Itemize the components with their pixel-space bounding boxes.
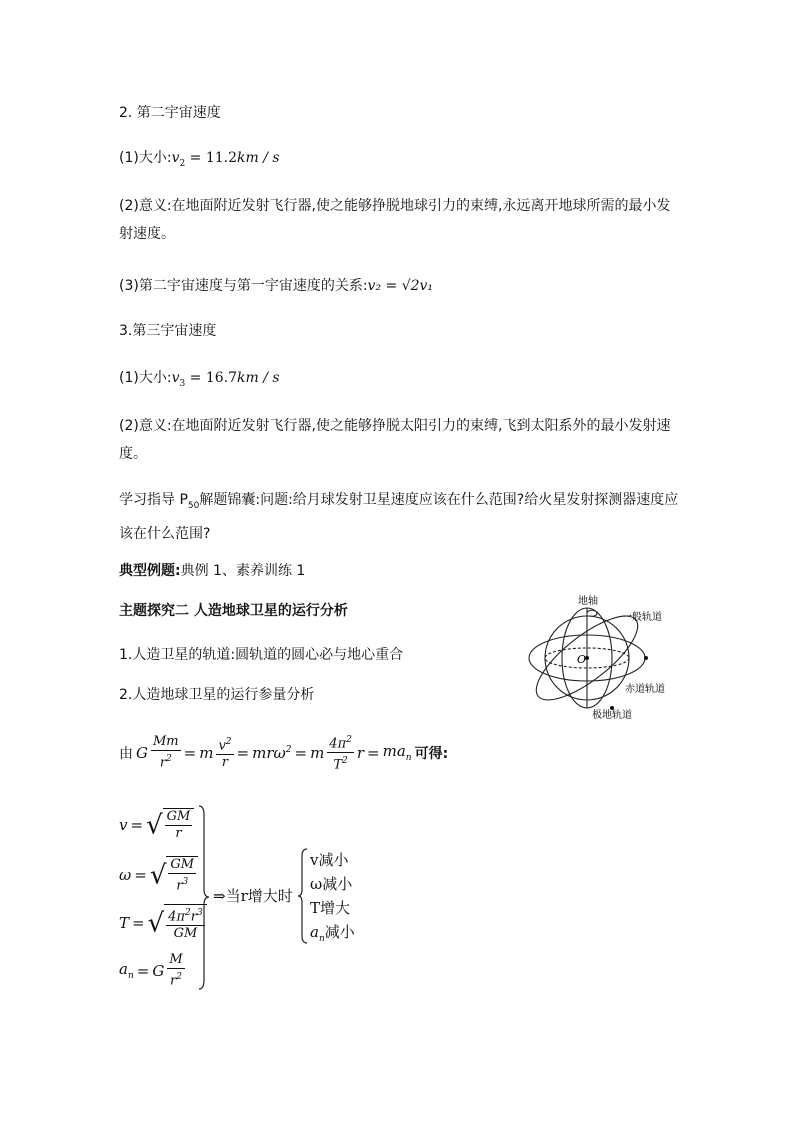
s3-meaning-label: (2)意义:	[119, 418, 172, 434]
general-orbit-label: 一般轨道	[622, 612, 662, 623]
result-an-sub: n	[318, 934, 325, 944]
typical-examples	[119, 561, 305, 581]
main-equation: 由 G $\frac{Mm}{r^2}$ = m $\frac{v^2}{r}$ = mrω$^2$ = m $\frac{4\pi^2}{T^2}$ r = $ma_n$ 可得:	[119, 732, 448, 774]
s3-meaning-text: 在地面附近发射飞行器,使之能够挣脱太阳引力的束缚,飞到太阳系外的最小发射速度。	[119, 418, 671, 462]
axis-label: 地轴	[578, 596, 598, 607]
topic2-heading: 主题探究二 人造地球卫星的运行分析	[119, 603, 348, 619]
guide-text: 解题锦囊:问题:给月球发射卫星速度应该在什么范围?给火星发射探测器速度应该在什么范围?	[119, 492, 679, 542]
s2-size-unit: km / s	[237, 150, 280, 166]
s3-size-var: v	[171, 370, 180, 386]
formula-an: $a_n$ = G $\frac{M}{r^2}$	[119, 952, 183, 989]
s2-size-var: v	[171, 150, 180, 166]
guide-page-sub: 50	[187, 500, 200, 511]
formula-T: T = √ $\frac{4\pi^2r^3}{GM}$	[119, 904, 207, 942]
result-an-rest: 减小	[324, 923, 355, 941]
section-3-heading: 3.第三宇宙速度	[119, 323, 217, 339]
s3-size-sub: 3	[179, 378, 186, 389]
s2-relation	[119, 276, 433, 296]
s2-size-line	[119, 148, 280, 174]
s2-size-sub: 2	[179, 158, 186, 169]
center-label: O	[577, 653, 587, 666]
s2-size-value: = 11.2	[185, 150, 238, 166]
left-brace	[298, 848, 308, 944]
s2-meaning-label: (2)意义:	[119, 198, 172, 214]
study-guide	[119, 486, 679, 548]
formula-omega: ω = √ $\frac{GM}{r^3}$	[119, 856, 198, 894]
result-an	[310, 920, 355, 951]
rotation-arrow	[587, 610, 597, 616]
s2-relation-label: (3)第二宇宙速度与第一宇宙速度的关系:	[119, 278, 368, 294]
result-v: v减小	[310, 851, 349, 869]
result-omega: ω减小	[310, 875, 353, 893]
orbit-figure	[528, 592, 678, 722]
s3-size-unit: km / s	[237, 370, 280, 386]
s2-meaning	[119, 192, 679, 248]
eq-prefix: 由	[119, 745, 133, 762]
topic2-item2: 2.人造地球卫星的运行参量分析	[119, 687, 315, 703]
s3-size-label: (1)大小:	[119, 370, 172, 386]
s2-meaning-text: 在地面附近发射飞行器,使之能够挣脱地球引力的束缚,永远离开地球所需的最小发射速度。	[119, 198, 671, 242]
eq-suffix: 可得:	[414, 745, 449, 762]
guide-prefix: 学习指导 P	[119, 492, 188, 508]
s2-relation-expr: v₂ = √2v₁	[367, 278, 434, 294]
s3-size-line	[119, 368, 280, 394]
examples-text: 典例 1、素养训练 1	[180, 563, 306, 579]
result-an-var: a	[310, 923, 319, 941]
s3-size-value: = 16.7	[185, 370, 238, 386]
right-brace	[198, 805, 210, 990]
result-T: T增大	[310, 899, 351, 917]
examples-label: 典型例题:	[119, 563, 181, 579]
topic2-item1: 1.人造卫星的轨道:圆轨道的圆心必与地心重合	[119, 647, 404, 663]
arrow-text: ⇒当r增大时	[213, 887, 293, 905]
section-2-heading: 2. 第二宇宙速度	[119, 105, 221, 121]
equator-orbit-label: 赤道轨道	[625, 684, 665, 695]
polar-orbit-label: 极地轨道	[592, 710, 632, 721]
s3-meaning	[119, 412, 679, 468]
equator-satellite	[644, 656, 648, 660]
s2-size-label: (1)大小:	[119, 150, 172, 166]
formula-v: v = √ $\frac{GM}{r}$	[119, 808, 194, 842]
